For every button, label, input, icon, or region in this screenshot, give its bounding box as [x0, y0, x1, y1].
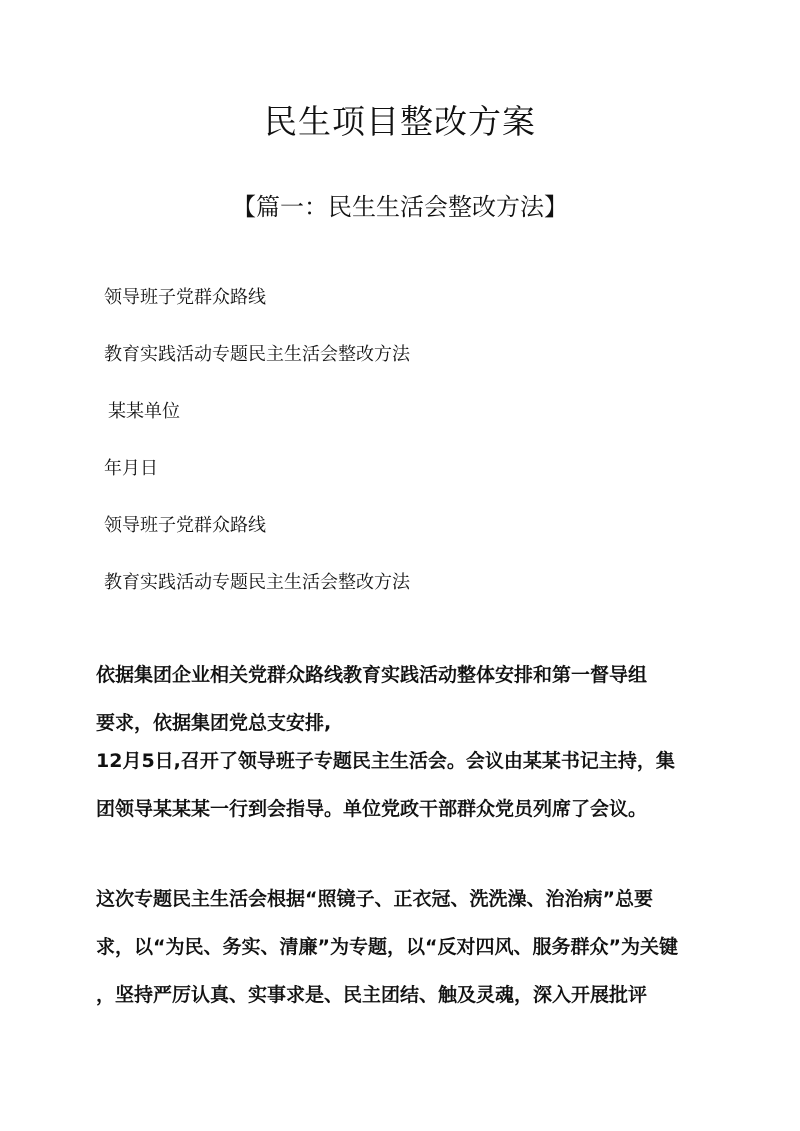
paragraph-1-line-4: 团领导某某某一行到会指导。单位党政干部群众党员列席了会议。: [96, 798, 648, 820]
document-title: 民生项目整改方案: [264, 102, 536, 141]
paragraph-2-line-3: ，坚持严厉认真、实事求是、民主团结、触及灵魂，深入开展批评: [96, 984, 648, 1006]
paragraph-2-line-1: 这次专题民主生活会根据“照镜子、正衣冠、洗洗澡、治治病”总要: [96, 888, 653, 910]
paragraph-1-line-3: 12月5日,召开了领导班子专题民主生活会。会议由某某书记主持，集: [96, 750, 675, 772]
header-line-1: 领导班子党群众路线: [104, 287, 266, 308]
header-line-4: 年月日: [104, 458, 158, 479]
header-line-6: 教育实践活动专题民主生活会整改方法: [104, 572, 410, 593]
document-subtitle: 【篇一：民生生活会整改方法】: [232, 193, 568, 221]
header-line-3: 某某单位: [108, 401, 180, 422]
header-line-2: 教育实践活动专题民主生活会整改方法: [104, 344, 410, 365]
paragraph-1-line-2: 要求，依据集团党总支安排,: [96, 712, 332, 734]
paragraph-1-line-1: 依据集团企业相关党群众路线教育实践活动整体安排和第一督导组: [96, 664, 648, 686]
header-line-5: 领导班子党群众路线: [104, 515, 266, 536]
paragraph-2-line-2: 求，以“为民、务实、清廉”为专题，以“反对四风、服务群众”为关键: [96, 936, 678, 958]
